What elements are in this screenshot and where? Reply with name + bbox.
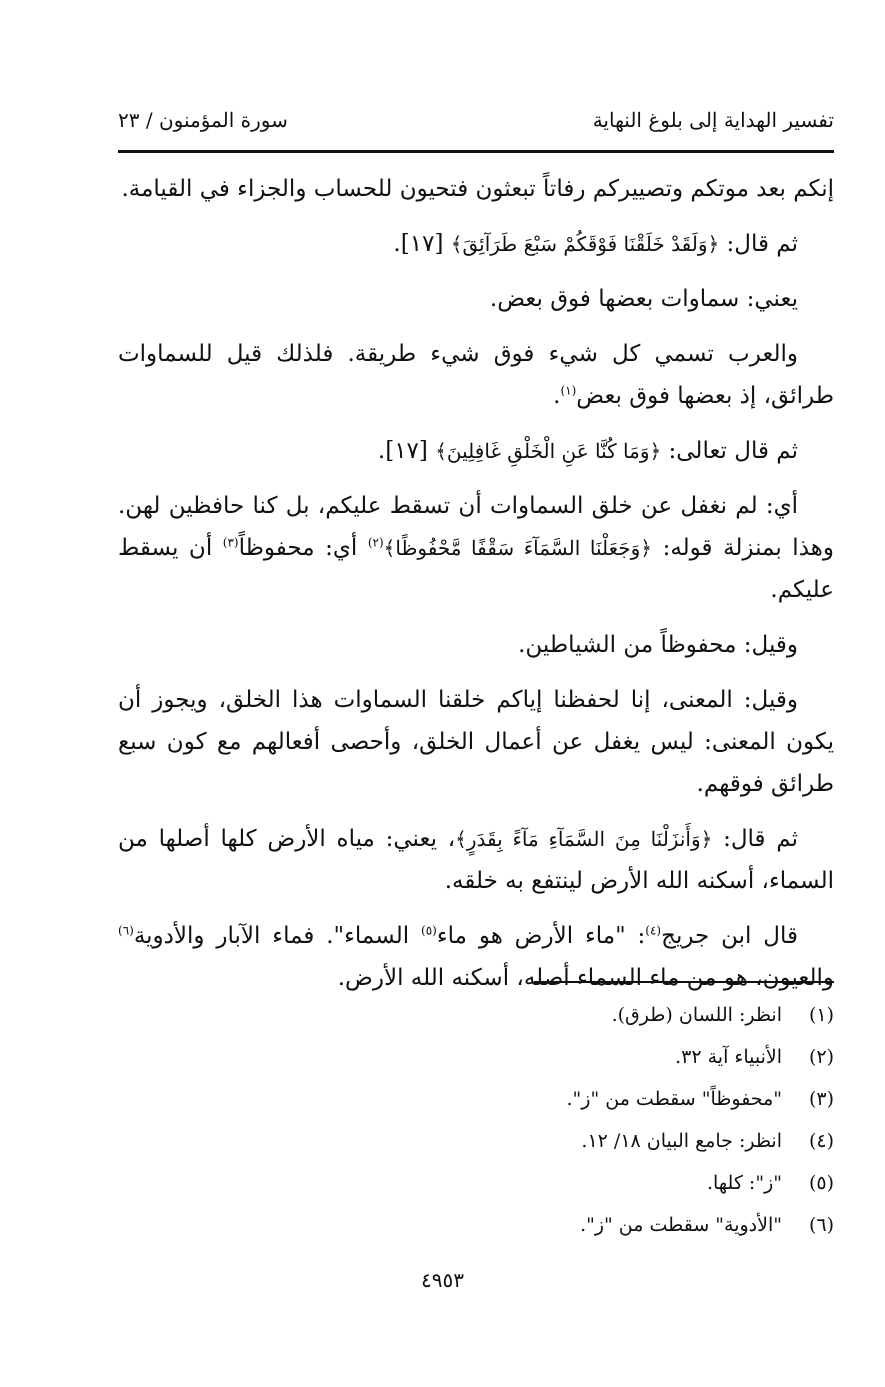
paragraph-8: وقيل: المعنى، إنا لحفظنا إياكم خلقنا السماوات هذا الخلق، ويجوز أن يكون المعنى: ليس يغفل عن أعمال الخلق، وأحصى أفعالهم مع كون سبع طرائق فوقهم. <box>118 687 834 797</box>
footnote-rule <box>534 981 834 983</box>
body-text <box>118 168 834 1012</box>
footnote-text: "محفوظاً" سقطت من "ز". <box>566 1088 782 1110</box>
footnote-text: الأنبياء آية ٣٢. <box>675 1046 782 1068</box>
footnote-item <box>118 1214 834 1256</box>
running-header <box>118 108 834 132</box>
footnotes <box>118 1004 834 1256</box>
footnote-number: (٦) <box>808 1214 834 1236</box>
header-rule <box>118 150 834 153</box>
paragraph-9: ثم قال: ﴿وَأَنزَلْنَا مِنَ السَّمَآءِ مَآءً بِقَدَرٍ﴾، يعني: مياه الأرض كلها أصلها من السماء، أسكنه الله الأرض لينتفع به خلقه. <box>118 826 834 894</box>
paragraph-4: والعرب تسمي كل شيء فوق شيء طريقة. فلذلك قيل للسماوات طرائق، إذ بعضها فوق بعض$^{(١)}$. <box>118 341 834 409</box>
footnote-text: "الأدوية" سقطت من "ز". <box>580 1214 782 1236</box>
footnote-item <box>118 1172 834 1214</box>
footnote-ref-1: (١) <box>560 383 577 398</box>
quran-verse: ﴿وَمَا كُنَّا عَنِ الْخَلْقِ غَافِلِينَ﴾ <box>435 439 662 463</box>
paragraph-1: إنكم بعد موتكم وتصييركم رفاتاً تبعثون فتحيون للحساب والجزاء في القيامة. <box>121 176 834 202</box>
quran-verse: ﴿وَلَقَدْ خَلَقْنَا فَوْقَكُمْ سَبْعَ طَرَآئِقَ﴾ <box>450 232 720 256</box>
footnote-ref-2: (٢) <box>367 535 384 550</box>
paragraph-6: أي: لم نغفل عن خلق السماوات أن تسقط عليكم، بل كنا حافظين لهن. وهذا بمنزلة قوله: ﴿وَجَعَلْنَا السَّمَآءَ سَقْفًا مَّحْفُوظًا﴾$^{(٢)}$ أي: محفوظاً$^{(٣)}$ أن يسقط عليكم. <box>118 493 835 603</box>
paragraph-7: وقيل: محفوظاً من الشياطين. <box>518 632 798 658</box>
footnote-number: (٥) <box>808 1172 834 1194</box>
footnote-number: (١) <box>808 1004 834 1026</box>
footnote-text: "ز": كلها. <box>706 1172 782 1194</box>
footnote-number: (٣) <box>808 1088 834 1110</box>
footnote-ref-5: (٥) <box>421 923 437 938</box>
footnote-number: (٢) <box>808 1046 834 1068</box>
quran-verse: ﴿وَجَعَلْنَا السَّمَآءَ سَقْفًا مَّحْفُوظًا﴾ <box>383 536 653 560</box>
page-number: ٤٩٥٣ <box>421 1268 464 1292</box>
footnote-ref-4: (٤) <box>645 923 662 938</box>
footnote-ref-3: (٣) <box>222 535 239 550</box>
paragraph-3: يعني: سماوات بعضها فوق بعض. <box>489 286 798 312</box>
quran-verse: ﴿وَأَنزَلْنَا مِنَ السَّمَآءِ مَآءً بِقَدَرٍ﴾ <box>455 827 713 851</box>
footnote-number: (٤) <box>808 1130 834 1152</box>
book-title: تفسير الهداية إلى بلوغ النهاية <box>592 108 834 132</box>
footnote-item <box>118 1004 834 1046</box>
footnote-item <box>118 1046 834 1088</box>
footnote-text: انظر: جامع البيان ١٨/ ١٢. <box>581 1130 782 1152</box>
paragraph-10: قال ابن جريج$^{(٤)}$: "ماء الأرض هو ماء$^{(٥)}$ السماء". فماء الآبار والأدوية$^{(٦)}$ والعيون، هو من ماء السماء أصله، أسكنه الله الأرض. <box>118 923 834 991</box>
paragraph-5: ثم قال تعالى: ﴿وَمَا كُنَّا عَنِ الْخَلْقِ غَافِلِينَ﴾ [١٧]. <box>377 438 798 464</box>
surah-info: سورة المؤمنون / ٢٣ <box>118 108 288 132</box>
footnote-item <box>118 1088 834 1130</box>
footnote-ref-6: (٦) <box>118 923 134 938</box>
footnote-text: انظر: اللسان (طرق). <box>611 1004 782 1026</box>
footnote-item <box>118 1130 834 1172</box>
paragraph-2: ثم قال: ﴿وَلَقَدْ خَلَقْنَا فَوْقَكُمْ سَبْعَ طَرَآئِقَ﴾ [١٧]. <box>393 231 798 257</box>
